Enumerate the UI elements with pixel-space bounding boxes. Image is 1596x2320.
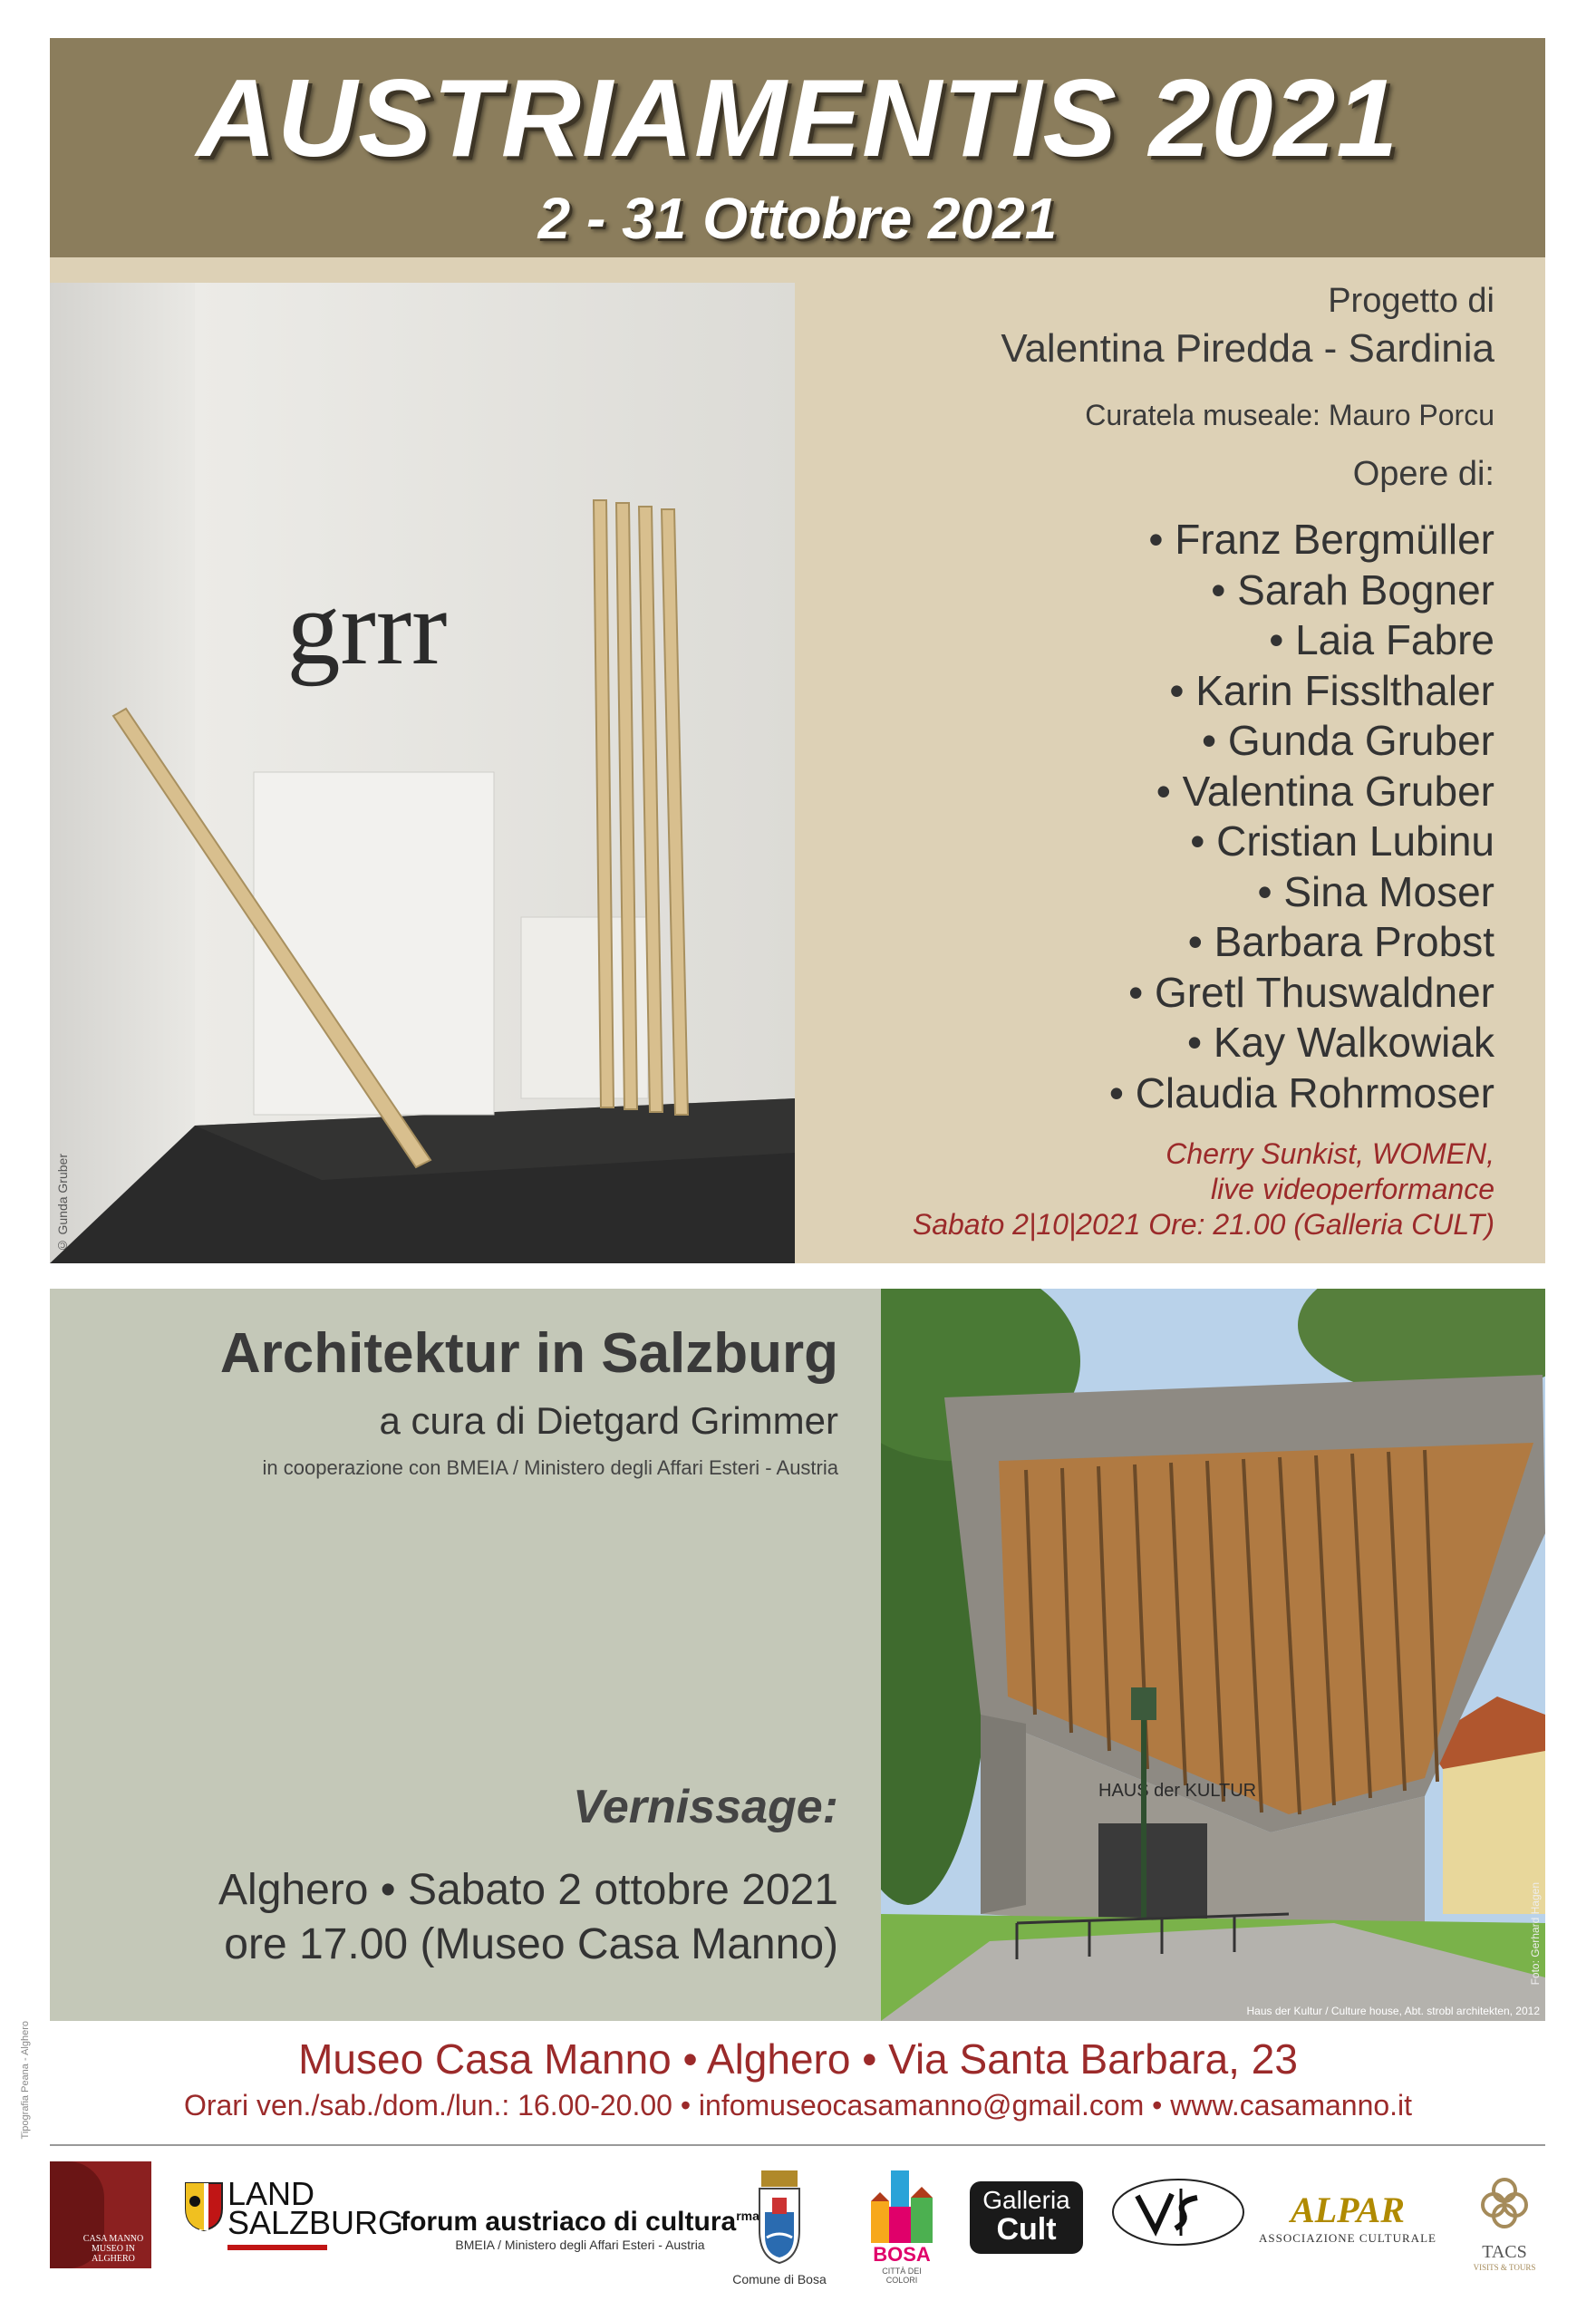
tacs-knot-icon: [1475, 2172, 1533, 2230]
building-photo-credit: Foto: Gerhard Hagen: [1529, 1881, 1542, 1985]
footer-divider: [50, 2144, 1545, 2146]
colored-houses-icon: [866, 2165, 938, 2247]
galleria-cult-logo: Galleria Cult: [970, 2181, 1083, 2254]
comune-di-bosa-logo: Comune di Bosa: [721, 2161, 838, 2306]
project-author: Valentina Piredda - Sardinia: [1001, 326, 1494, 371]
artist-item: • Sarah Bogner: [1211, 566, 1494, 614]
artist-item: • Gunda Gruber: [1202, 717, 1494, 764]
artist-item: • Gretl Thuswaldner: [1128, 968, 1494, 1016]
architecture-curator: a cura di Dietgard Grimmer: [379, 1399, 838, 1442]
performance-note: [806, 1136, 1494, 1242]
tacs-logo: TACS VISITS & TOURS: [1464, 2161, 1545, 2306]
curator-line: Curatela museale: Mauro Porcu: [1085, 399, 1494, 431]
architecture-section: [50, 1289, 1545, 2021]
ve-emblem-icon: [1110, 2176, 1246, 2248]
artist-item: • Sina Moser: [1257, 867, 1494, 915]
land-salzburg-logo: [184, 2161, 404, 2306]
printer-credit: Tipografia Peana - Alghero: [20, 2021, 31, 2140]
photo-credit: © Gunda Gruber: [55, 1153, 70, 1252]
land-salzburg-text: LAND SALZBURG: [227, 2175, 404, 2241]
building-photo: [881, 1289, 1545, 2021]
ve-logo: [1110, 2176, 1246, 2248]
vernissage-date: Alghero • Sabato 2 ottobre 2021: [218, 1866, 838, 1914]
artist-item: • Kay Walkowiak: [1186, 1019, 1494, 1066]
performance-line: Sabato 2|10|2021 Ore: 21.00 (Galleria CULT): [912, 1208, 1494, 1241]
artist-item: • Cristian Lubinu: [1190, 817, 1494, 865]
cooperation-note: in cooperazione con BMEIA / Ministero degli Affari Esteri - Austria: [262, 1456, 838, 1479]
project-label: Progetto di: [1328, 282, 1494, 320]
building-sign: HAUS der KULTUR: [1098, 1781, 1257, 1801]
artist-item: • Franz Bergmüller: [1148, 516, 1494, 563]
bosa-citta-dei-colori-logo: BOSA CITTÀ DEI COLORI: [866, 2161, 938, 2306]
opening-hours: Orari ven./sab./dom./lun.: 16.00-20.00 • infomuseocasamanno@gmail.com • www.casamanno.it: [183, 2089, 1413, 2122]
artwork-illustration: [50, 283, 795, 1263]
artist-item: • Claudia Rohrmoser: [1108, 1068, 1494, 1116]
performance-line: Cherry Sunkist, WOMEN,: [1166, 1137, 1494, 1170]
event-title: AUSTRIAMENTIS 2021: [196, 56, 1399, 179]
museum-address: Museo Casa Manno • Alghero • Via Santa Barbara, 23: [298, 2035, 1298, 2083]
bosa-crest-icon: [752, 2167, 807, 2267]
sponsor-logos: [50, 2161, 1545, 2306]
architecture-info: [50, 1320, 838, 1968]
casa-manno-logo: CASA MANNO MUSEO IN ALGHERO: [50, 2161, 151, 2268]
forum-austriaco-logo: forum austriaco di cultura$^{rma}$ BMEIA / Ministero degli Affari Esteri - Austria: [401, 2207, 759, 2252]
alpar-logo: ALPAR ASSOCIAZIONE CULTURALE: [1259, 2190, 1436, 2245]
vernissage-time: ore 17.00 (Museo Casa Manno): [224, 1920, 838, 1968]
land-salzburg-bar: [227, 2245, 327, 2250]
exhibition-section: [50, 257, 1545, 1263]
works-label: Opere di:: [1352, 455, 1494, 493]
artwork-photo: [50, 283, 795, 1263]
vernissage-label: Vernissage:: [573, 1781, 838, 1833]
wall-text: grrr: [286, 568, 448, 687]
artist-item: • Laia Fabre: [1269, 616, 1494, 663]
building-caption: Haus der Kultur / Culture house, Abt. strobl architekten, 2012: [1246, 2005, 1540, 2017]
architecture-title: Architektur in Salzburg: [219, 1322, 838, 1385]
artist-list: [806, 515, 1494, 1118]
event-dates: 2 - 31 Ottobre 2021: [537, 186, 1058, 251]
performance-line: live videoperformance: [1210, 1173, 1494, 1205]
salzburg-coat-of-arms-icon: [184, 2181, 224, 2232]
project-info: [806, 276, 1494, 1242]
artist-item: • Barbara Probst: [1187, 918, 1494, 965]
building-illustration: [881, 1289, 1545, 2021]
header-banner: [50, 38, 1545, 257]
artist-item: • Karin Fisslthaler: [1169, 666, 1494, 714]
artist-item: • Valentina Gruber: [1156, 767, 1494, 815]
